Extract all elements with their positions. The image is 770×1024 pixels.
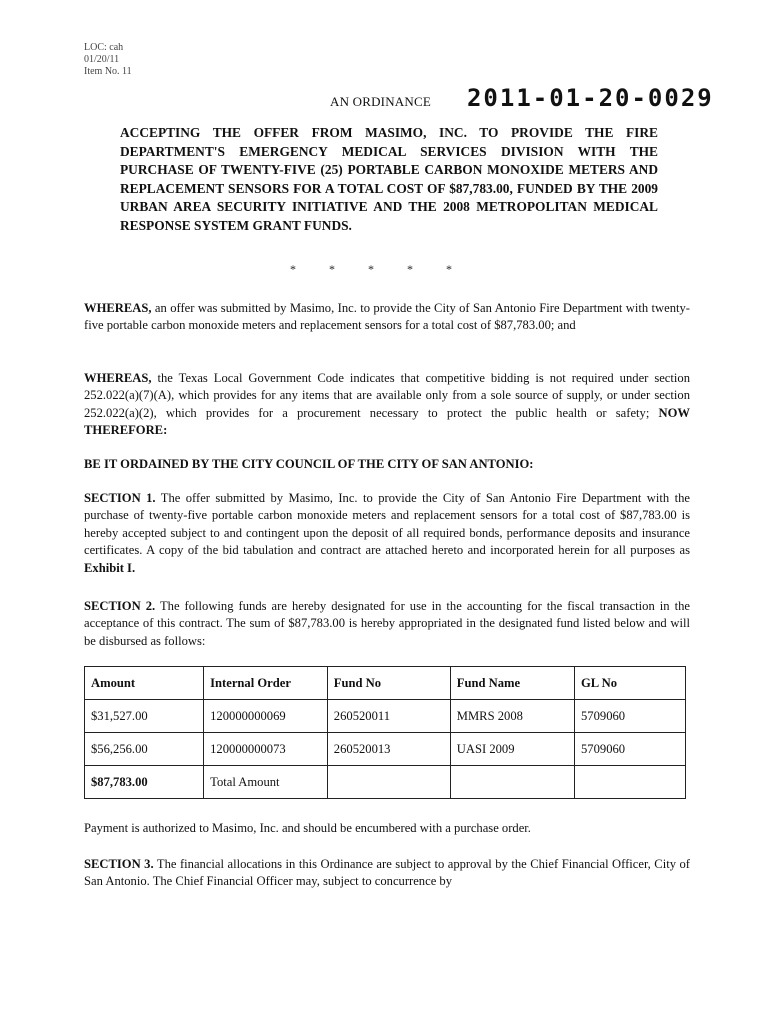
table-cell xyxy=(327,766,450,799)
table-cell: 260520013 xyxy=(327,733,450,766)
whereas-text: the Texas Local Government Code indicates that competitive bidding is not required under section 252.022(a)(7)(A), which provides for any items that are available only from a sole source of supply, or under section 252.022(a)(2), which provides for a procurement necessary to protect the public health or safety; xyxy=(84,371,690,420)
ordinance-title: ACCEPTING THE OFFER FROM MASIMO, INC. TO PROVIDE THE FIRE DEPARTMENT'S EMERGENCY MEDICAL SERVICES DIVISION WITH THE PURCHASE OF TWENTY-FIVE (25) PORTABLE CARBON MONOXIDE METERS AND REPLACEMENT SENSORS FOR A TOTAL COST OF $87,783.00, FUNDED BY THE 2009 URBAN AREA SECURITY INITIATIVE AND THE 2008 METROPOLITAN MEDICAL RESPONSE SYSTEM GRANT FUNDS. xyxy=(120,125,658,233)
table-cell xyxy=(575,766,686,799)
table-cell: 120000000069 xyxy=(204,700,328,733)
whereas-paragraph-1 xyxy=(84,300,690,335)
section-3-text: The financial allocations in this Ordinance are subject to approval by the Chief Financial Officer, City of San Antonio. The Chief Financial Officer may, subject to concurrence by xyxy=(84,857,690,889)
table-cell: $56,256.00 xyxy=(85,733,204,766)
table-header-row xyxy=(85,667,686,700)
table-total-row xyxy=(85,766,686,799)
whereas-text: an offer was submitted by Masimo, Inc. to provide the City of San Antonio Fire Department with twenty-five portable carbon monoxide meters and replacement sensors for a total cost of $87,783.00; and xyxy=(84,301,690,333)
table-row xyxy=(85,733,686,766)
section-2-text: The following funds are hereby designated for use in the accounting for the fiscal transaction in the acceptance of this contract. The sum of $87,783.00 is hereby appropriated in the designated fund listed below and will be disbursed as follows: xyxy=(84,599,690,648)
document-meta xyxy=(84,42,132,78)
meta-item-number: Item No. 11 xyxy=(84,66,132,77)
table-cell: 5709060 xyxy=(575,700,686,733)
funds-table xyxy=(84,666,686,799)
column-header: Internal Order xyxy=(204,667,328,700)
section-1-lead: SECTION 1. xyxy=(84,491,156,505)
now-therefore: NOW THEREFORE: xyxy=(84,405,690,438)
whereas-lead: WHEREAS, xyxy=(84,301,152,315)
table-row xyxy=(85,700,686,733)
ordained-heading xyxy=(84,456,690,473)
whereas-lead: WHEREAS, xyxy=(84,371,152,385)
section-3 xyxy=(84,856,690,891)
table-cell: Total Amount xyxy=(204,766,328,799)
meta-date: 01/20/11 xyxy=(84,54,120,65)
table-cell xyxy=(450,766,574,799)
ordained-text: BE IT ORDAINED BY THE CITY COUNCIL OF THE CITY OF SAN ANTONIO: xyxy=(84,457,534,471)
column-header: Amount xyxy=(85,667,204,700)
table-cell: 5709060 xyxy=(575,733,686,766)
ordinance-label: AN ORDINANCE xyxy=(330,94,431,109)
meta-initials: LOC: cah xyxy=(84,42,124,53)
section-1 xyxy=(84,490,690,577)
ordinance-number: 2011-01-20-0029 xyxy=(466,84,714,112)
section-1-text: The offer submitted by Masimo, Inc. to provide the City of San Antonio Fire Department with the purchase of twenty-five portable carbon monoxide meters and replacement sensors for a total cost of $87,783.00 is hereby accepted subject to and contingent upon the deposit of all required bonds, performance deposits and insurance certificates. A copy of the bid tabulation and contract are attached hereto and incorporated herein for all purposes as xyxy=(84,491,690,558)
table-cell: 260520011 xyxy=(327,700,450,733)
whereas-paragraph-2 xyxy=(84,370,690,440)
exhibit-reference: Exhibit I. xyxy=(84,560,136,575)
section-2 xyxy=(84,598,690,650)
payment-note: Payment is authorized to Masimo, Inc. and should be encumbered with a purchase order. xyxy=(84,821,531,835)
table-cell: $31,527.00 xyxy=(85,700,204,733)
table-cell: UASI 2009 xyxy=(450,733,574,766)
separator-stars: * * * * * xyxy=(290,262,454,276)
table-cell: 120000000073 xyxy=(204,733,328,766)
ordinance-header xyxy=(330,84,714,112)
section-2-lead: SECTION 2. xyxy=(84,599,156,613)
column-header: Fund Name xyxy=(450,667,574,700)
table-cell: MMRS 2008 xyxy=(450,700,574,733)
section-3-lead: SECTION 3. xyxy=(84,857,154,871)
column-header: Fund No xyxy=(327,667,450,700)
table-cell: $87,783.00 xyxy=(85,766,204,799)
column-header: GL No xyxy=(575,667,686,700)
